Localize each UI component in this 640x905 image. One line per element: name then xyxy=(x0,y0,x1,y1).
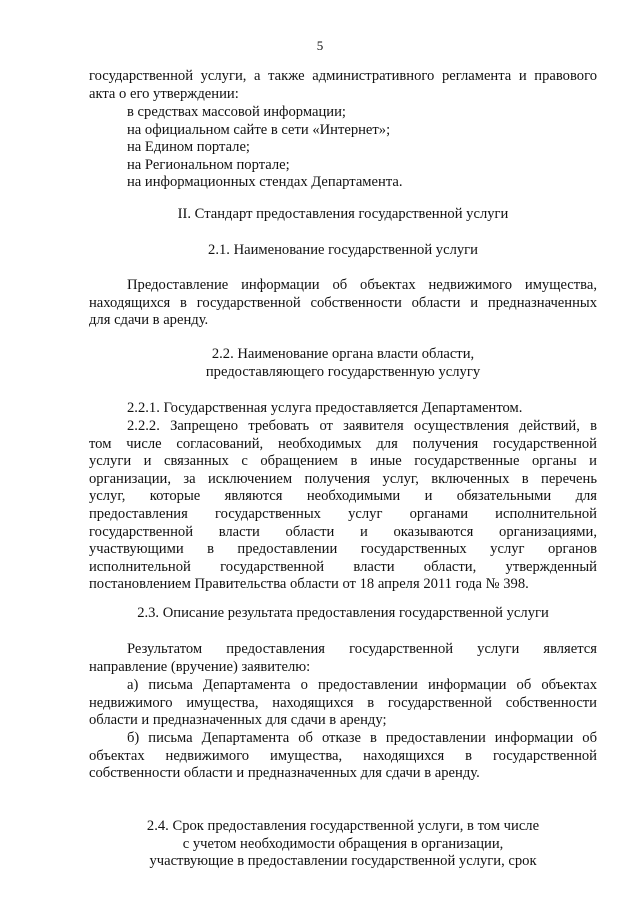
paragraph-line: организации, за исключением получения услуг, включенных в перечень xyxy=(89,470,597,487)
intro-line: государственной услуги, а также административного регламента и правового xyxy=(89,68,597,84)
paragraph-line: недвижимого имущества, находящихся в государственной собственности xyxy=(89,694,597,711)
paragraph-line: 2.2.2. Запрещено требовать от заявителя осуществления действий, в xyxy=(127,418,597,434)
intro-line: акта о его утверждении: xyxy=(89,85,239,102)
list-item: в средствах массовой информации; xyxy=(127,104,346,120)
publication-list xyxy=(127,104,403,192)
title-line: 2.2. Наименование органа власти области, xyxy=(211,346,475,362)
paragraph-line: собственности области и предназначенных для сдачи в аренду. xyxy=(89,765,480,782)
paragraph-line: Результатом предоставления государственной услуги является xyxy=(127,641,597,657)
list-item: на официальном сайте в сети «Интернет»; xyxy=(127,121,391,138)
paragraph-line: для сдачи в аренду. xyxy=(89,312,209,329)
section-title: II. Стандарт предоставления государственной услуги xyxy=(177,206,509,222)
paragraph xyxy=(89,277,597,330)
title-line: предоставляющего государственную услугу xyxy=(205,363,481,380)
intro-paragraph xyxy=(89,68,597,103)
subsection-title: 2.1. Наименование государственной услуги xyxy=(208,242,478,258)
list-item: на информационных стендах Департамента. xyxy=(127,174,403,191)
paragraph-line: а) письма Департамента о предоставлении информации об объектах xyxy=(127,677,597,693)
paragraph-line: исполнительной государственной власти области, утвержденный xyxy=(89,558,597,575)
paragraph xyxy=(89,400,597,418)
list-item: на Региональном портале; xyxy=(127,156,290,173)
subsection-title xyxy=(89,818,597,871)
paragraph-line: направление (вручение) заявителю: xyxy=(89,658,311,675)
subsection-title: 2.3. Описание результата предоставления государственной услуги xyxy=(137,605,549,621)
paragraph-line: Предоставление информации об объектах недвижимого имущества, xyxy=(127,277,597,293)
subsection-title xyxy=(89,346,597,381)
paragraph-line: услуг, которые являются необходимыми и обязательными для xyxy=(89,488,597,505)
title-line: 2.4. Срок предоставления государственной услуги, в том числе xyxy=(146,818,540,834)
page-number: 5 xyxy=(316,38,324,53)
paragraph-line: участвующими в предоставлении государственных услуг органов xyxy=(89,541,597,558)
title-line: с учетом необходимости обращения в организации, xyxy=(182,835,504,852)
paragraph xyxy=(89,418,597,594)
paragraph-line: объектах недвижимого имущества, находящихся в государственной xyxy=(89,747,597,764)
paragraph-line: находящихся в государственной собственности области и предназначенных xyxy=(89,294,597,311)
list-item: на Едином портале; xyxy=(127,139,250,156)
paragraph xyxy=(89,730,597,783)
paragraph xyxy=(89,677,597,730)
title-line: участвующие в предоставлении государственной услуги, срок xyxy=(149,853,537,870)
paragraph-line: б) письма Департамента об отказе в предоставлении информации об xyxy=(127,730,597,746)
paragraph xyxy=(89,641,597,676)
paragraph-line: государственной власти области и оказываются организациями, xyxy=(89,523,597,540)
paragraph-line: предоставления государственных услуг органами исполнительной xyxy=(89,505,597,522)
paragraph-line: услуги и связанных с обращением в иные государственные органы и xyxy=(89,453,597,470)
paragraph-line: 2.2.1. Государственная услуга предоставляется Департаментом. xyxy=(127,400,523,416)
paragraph-line: том числе согласований, необходимых для получения государственной xyxy=(89,435,597,452)
paragraph-line: постановлением Правительства области от 18 апреля 2011 года № 398. xyxy=(89,576,529,593)
paragraph-line: области и предназначенных для сдачи в аренду; xyxy=(89,712,387,729)
